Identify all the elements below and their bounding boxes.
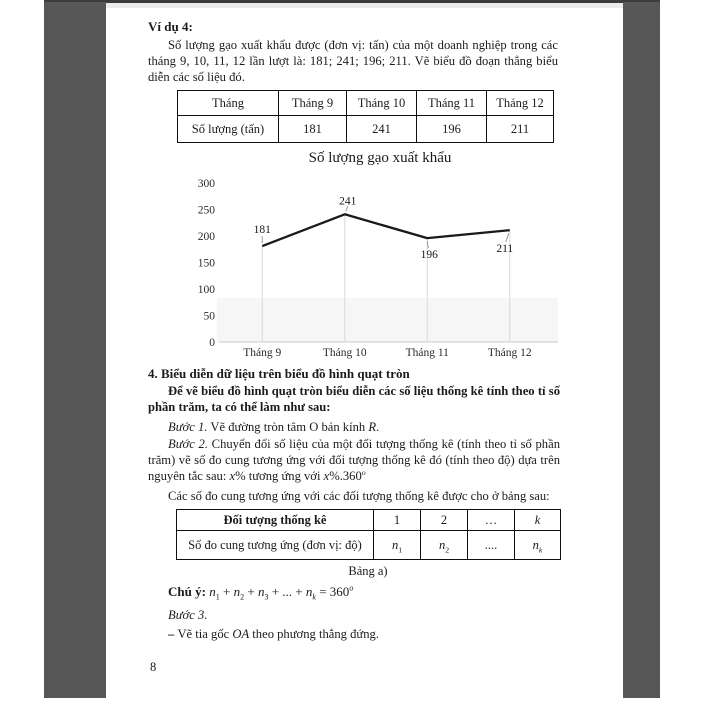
x-axis-tick-label: Tháng 10 — [322, 347, 367, 359]
table-row — [177, 510, 561, 531]
table-header-cell: … — [468, 510, 515, 531]
table-cell: 196 — [417, 116, 487, 143]
photo-background-right-bar — [623, 2, 660, 698]
table-cell: 211 — [487, 116, 554, 143]
chart-title: Số lượng gạo xuất khẩu — [308, 150, 452, 166]
table-cell: 181 — [279, 116, 347, 143]
table-cell: $n_k$ — [515, 531, 561, 560]
x-axis-tick-label: Tháng 12 — [487, 347, 532, 359]
section4-heading: 4. Biểu diễn dữ liệu trên biểu đồ hình quạt tròn — [148, 366, 410, 381]
step2-text: Bước 2. Chuyển đổi số liệu của một đối tượng thống kê (tính theo tỉ số phần trăm) vẽ số đo cung tương ứng với đối tượng thống kê đó (tính theo độ) dựa trên nguyên tắc sau: x% tương ứng với x%.360$^o$ — [148, 437, 560, 483]
table-cell: .... — [468, 531, 515, 560]
table-row — [178, 91, 554, 116]
y-axis-tick-label: 300 — [197, 178, 215, 190]
table-cell: Số đo cung tương ứng (đơn vị: độ) — [177, 531, 374, 560]
page-top-shadow — [106, 3, 623, 8]
photo-background-left-bar — [44, 2, 106, 698]
section4-intro: Để vẽ biểu đồ hình quạt tròn biểu diễn các số liệu thống kê tính theo tỉ số phần trăm, ta có thể làm như sau: — [148, 384, 560, 414]
chart-lower-shade — [217, 298, 558, 342]
table-caption: Bảng a) — [348, 564, 388, 578]
note-text: Chú ý: $n_1 + n_2 + n_3$ + ... + $n_k = 360^o$ — [168, 583, 354, 602]
table-header-cell: 1 — [374, 510, 421, 531]
y-axis-tick-label: 150 — [197, 257, 215, 270]
y-axis-tick-label: 50 — [203, 310, 215, 323]
table-header-cell: Tháng 9 — [279, 91, 347, 116]
step3-label: Bước 3. — [168, 608, 208, 622]
rice-export-table — [177, 90, 554, 143]
table-cell: 241 — [347, 116, 417, 143]
data-point-label: 241 — [339, 195, 357, 208]
y-axis-tick-label: 200 — [197, 231, 215, 243]
table-header-cell: Đối tượng thống kê — [177, 510, 374, 531]
data-point-label: 196 — [420, 249, 438, 262]
example4-heading: Ví dụ 4: — [148, 19, 193, 34]
arc-measure-table — [176, 509, 561, 560]
y-axis-tick-label: 0 — [209, 337, 215, 349]
y-axis-tick-label: 250 — [197, 204, 215, 217]
data-label-leader-line — [506, 233, 509, 242]
arc-note-text: Các số đo cung tương ứng với các đối tượng thống kê được cho ở bảng sau: — [168, 489, 550, 503]
y-axis-tick-label: 100 — [197, 284, 215, 296]
data-point-label: 181 — [253, 224, 271, 237]
line-chart-svg — [190, 168, 570, 368]
example4-body: Số lượng gạo xuất khẩu được (đơn vị: tấn) của một doanh nghiệp trong các tháng 9, 10, 11, 12 lần lượt là: 181; 241; 196; 211. Vẽ biểu đồ đoạn thẳng biểu diễn các số liệu đó. — [148, 38, 558, 84]
table-cell: $n_2$ — [421, 531, 468, 560]
table-cell: Số lượng (tấn) — [178, 116, 279, 143]
step1-text: Bước 1. Vẽ đường tròn tâm O bán kính R. — [168, 420, 380, 434]
x-axis-tick-label: Tháng 11 — [405, 347, 449, 359]
table-cell: $n_1$ — [374, 531, 421, 560]
table-header-cell: Tháng 12 — [487, 91, 554, 116]
table-row — [177, 531, 561, 560]
table-header-cell: Tháng — [178, 91, 279, 116]
table-header-cell: Tháng 10 — [347, 91, 417, 116]
table-header-cell: Tháng 11 — [417, 91, 487, 116]
data-series-line — [262, 214, 510, 246]
page-number: 8 — [150, 660, 157, 674]
data-point-label: 211 — [496, 243, 514, 256]
table-header-cell: 2 — [421, 510, 468, 531]
table-header-cell: k — [515, 510, 561, 531]
x-axis-tick-label: Tháng 9 — [243, 347, 282, 359]
table-row — [178, 116, 554, 143]
step3-item: – Vẽ tia gốc OA theo phương thẳng đứng. — [168, 627, 379, 641]
